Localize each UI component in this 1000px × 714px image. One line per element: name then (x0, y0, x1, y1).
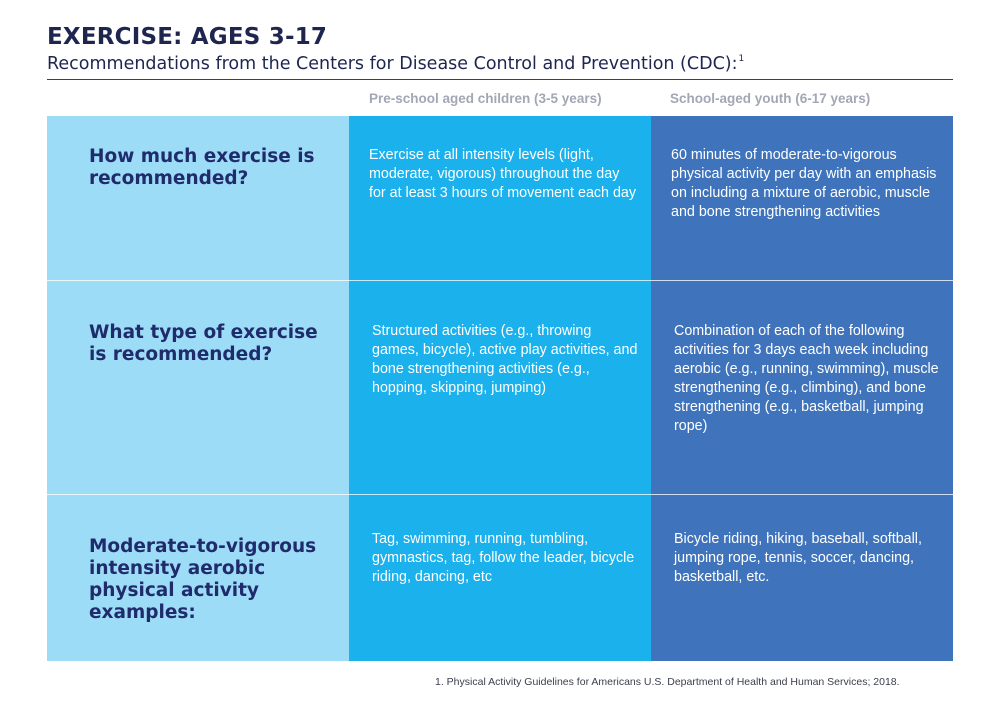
row-divider (47, 494, 953, 495)
page-title: EXERCISE: AGES 3-17 (47, 24, 328, 50)
cell-school-how-much: 60 minutes of moderate-to-vigorous physical activity per day with an emphasis on including a mixture of aerobic, muscle and bone strengthening activities (671, 147, 937, 220)
page-subtitle (47, 54, 744, 74)
row-divider (47, 280, 953, 281)
cell-preschool-type: Structured activities (e.g., throwing games, bicycle), active play activities, and bone strengthening activities (e.g., hopping, skipping, jumping) (372, 323, 638, 396)
cell-school-type: Combination of each of the following activities for 3 days each week including aerobic (e.g., running, swimming), muscle strengthening (e.g., climbing), and bone strengthening (e.g., basketball, jumping rope) (674, 323, 939, 434)
column-header-preschool: Pre-school aged children (3-5 years) (369, 91, 602, 106)
cell-preschool-examples: Tag, swimming, running, tumbling, gymnastics, tag, follow the leader, bicycle riding, dancing, etc (372, 531, 635, 585)
cell-school-examples: Bicycle riding, hiking, baseball, softball, jumping rope, tennis, soccer, dancing, basketball, etc. (674, 531, 922, 585)
row-label-examples: Moderate-to-vigorous intensity aerobic physical activity examples: (89, 536, 317, 623)
row-label-how-much: How much exercise is recommended? (89, 146, 315, 189)
cell-preschool-how-much: Exercise at all intensity levels (light, moderate, vigorous) throughout the day for at least 3 hours of movement each day (369, 147, 637, 201)
footnote-marker: 1 (738, 54, 745, 64)
footnote: 1. Physical Activity Guidelines for Americans U.S. Department of Health and Human Services; 2018. (435, 676, 900, 688)
title-divider (47, 79, 953, 80)
row-label-type: What type of exercise is recommended? (89, 322, 318, 365)
recommendations-table (47, 116, 953, 661)
column-header-school: School-aged youth (6-17 years) (670, 91, 871, 106)
subtitle-text: Recommendations from the Centers for Disease Control and Prevention (CDC): (47, 54, 738, 74)
